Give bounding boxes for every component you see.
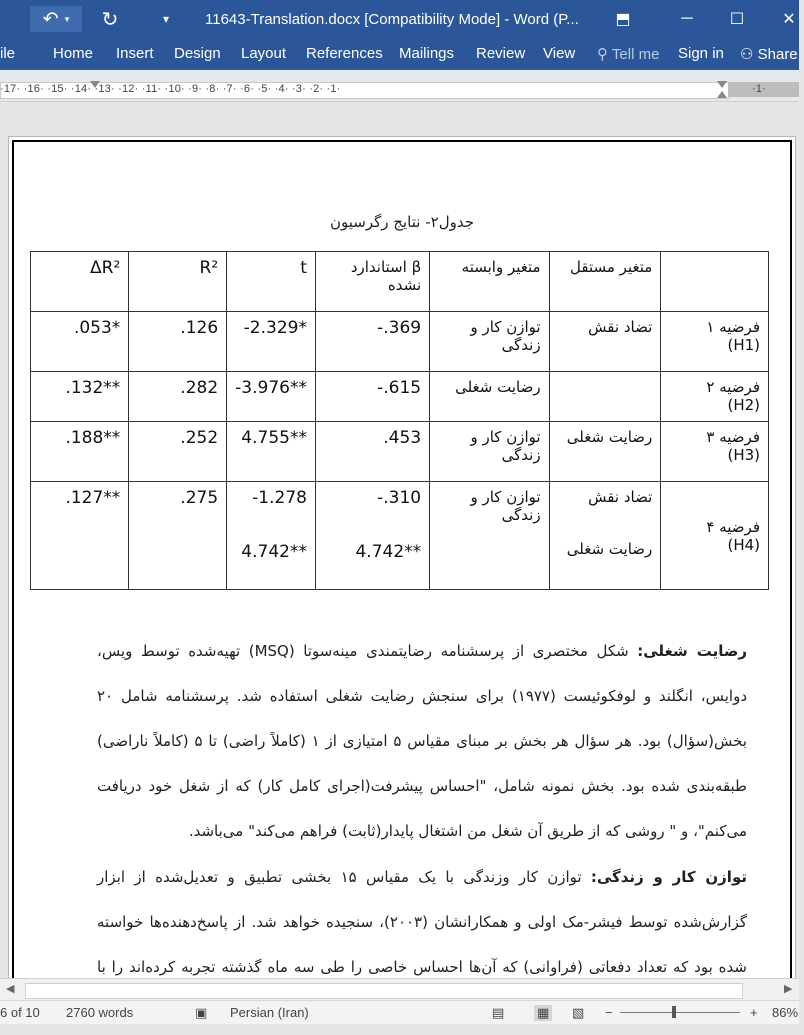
table-row [31, 372, 769, 422]
tell-me-label: Tell me [611, 46, 660, 63]
header-r2: R² [129, 252, 227, 312]
cell-t: 4.755** [227, 422, 316, 482]
ribbon-collapsed-area [0, 70, 799, 79]
cell-independent [549, 482, 661, 590]
cell-dependent: توازن کار و زندگی [430, 422, 549, 482]
cell-hypothesis: فرضیه ۲ (H2) [661, 372, 769, 422]
paragraph-heading: رضایت شغلی: [637, 642, 748, 660]
cell-independent-line1: تضاد نقش [588, 488, 653, 506]
header-t: t [227, 252, 316, 312]
page-count[interactable]: 6 of 10 [0, 1005, 40, 1020]
tab-insert[interactable]: Insert [116, 45, 154, 62]
regression-table [30, 251, 769, 590]
table-header-row [31, 252, 769, 312]
paragraph-text: شکل مختصری از پرسشنامه رضایتمندی مینه‌سوتا (MSQ) تهیه‌شده توسط ویس، دوایس، انگلند و لوفکوئیست (۱۹۷۷) برای سنجش رضایت شغلی استفاده شد. پرسشنامه شامل ۲۰ بخش(سؤال) بود. هر سؤال هر بخش بر مبنای مقیاس ۵ امتیازی از ۱ (کاملاً راضی) تا ۵ (کاملاً ناراضی) طبقه‌بندی شده بود. بخش نمونه شامل، "احساس پیشرفت(اجرای کامل کار) که از شغل خود دریافت می‌کنم"، و " روشی که از طریق آن شغل من اشتغال پایدار(ثابت) فراهم می‌کند" می‌باشد. [97, 642, 747, 840]
tell-me-box[interactable] [597, 45, 659, 63]
tab-home[interactable]: Home [53, 45, 94, 62]
ruler-numbers: ·17· ·16· ·15· ·14· ·13· ·12· ·11· ·10· ·9· ·8· ·7· ·6· ·5· ·4· ·3· ·2· ·1· [0, 83, 341, 95]
language-indicator[interactable]: Persian (Iran) [230, 1005, 309, 1020]
maximize-icon[interactable]: ☐ [729, 11, 745, 28]
cell-dr2: .132** [31, 372, 129, 422]
cell-r2: .275 [129, 482, 227, 590]
read-mode-icon[interactable]: ▤ [492, 1005, 505, 1020]
customize-quick-access-icon[interactable]: ▾ [162, 12, 170, 26]
ribbon-tabs [0, 38, 799, 70]
cell-beta-line2: 4.742** [355, 542, 422, 562]
left-indent-marker[interactable] [90, 81, 100, 88]
share-person-icon: ⚇ [740, 46, 754, 63]
scrollbar-thumb[interactable] [25, 983, 743, 999]
header-independent: متغیر مستقل [549, 252, 661, 312]
scroll-left-icon[interactable]: ◀ [6, 983, 15, 995]
redo-icon[interactable]: ↻ [101, 8, 119, 31]
table-row [31, 422, 769, 482]
cell-independent: رضایت شغلی [549, 422, 661, 482]
document-workspace[interactable] [0, 102, 799, 978]
lightbulb-icon: ⚲ [597, 46, 608, 63]
paragraph-job-satisfaction [97, 629, 747, 854]
header-beta: β استاندارد نشده [315, 252, 429, 312]
share-label: Share [757, 46, 798, 63]
horizontal-scrollbar[interactable] [0, 978, 799, 1001]
paragraph-text: توازن کار وزندگی با یک مقیاس ۱۵ بخشی تطبیق و تعدیل‌شده از ابزار گزارش‌شده توسط فیشر-مک اولی و همکارانشان (۲۰۰۳)، سنجیده خواهد شد. از پاسخ‌دهنده‌ها خواسته شده بود که تعداد دفعاتی (فراوانی) که آن‌ها احساس خاصی را طی سه ماه گذشته تجربه کرده‌اند را با [97, 868, 747, 976]
cell-dependent: رضایت شغلی [430, 372, 549, 422]
cell-independent: تضاد نقش [549, 312, 661, 372]
cell-beta-line1: -.310 [377, 488, 422, 508]
cell-beta: -.615 [315, 372, 429, 422]
tab-view[interactable]: View [543, 45, 576, 62]
cell-t [227, 482, 316, 590]
minimize-icon[interactable]: ─ [681, 10, 693, 27]
header-hypothesis [661, 252, 769, 312]
cell-t: -3.976** [227, 372, 316, 422]
title-bar [0, 0, 799, 38]
table-caption: جدول۲- نتایج رگرسیون [330, 213, 474, 231]
header-delta-r2: ΔR² [31, 252, 129, 312]
cell-t: -2.329* [227, 312, 316, 372]
tab-references[interactable]: References [306, 45, 383, 62]
cell-dr2: .188** [31, 422, 129, 482]
right-indent-marker-bottom[interactable] [717, 91, 727, 98]
table-row [31, 482, 769, 590]
cell-hypothesis: فرضیه ۳ (H3) [661, 422, 769, 482]
tab-review[interactable]: Review [476, 45, 526, 62]
scroll-right-icon[interactable]: ▶ [784, 983, 793, 995]
print-layout-icon[interactable]: ▦ [534, 1005, 552, 1021]
ribbon-display-options-icon[interactable]: ⬒ [615, 11, 631, 28]
word-count[interactable]: 2760 words [66, 1005, 134, 1020]
cell-beta: .453 [315, 422, 429, 482]
document-page[interactable] [8, 136, 796, 998]
zoom-in-button[interactable]: + [750, 1005, 758, 1020]
tab-layout[interactable]: Layout [241, 45, 287, 62]
web-layout-icon[interactable]: ▧ [572, 1005, 585, 1020]
ruler-number-right: ·1· [752, 83, 767, 95]
cell-t-line1: -1.278 [252, 488, 307, 508]
cell-hypothesis: فرضیه ۱ (H1) [661, 312, 769, 372]
zoom-out-button[interactable]: − [605, 1005, 613, 1020]
cell-dr2: .127** [31, 482, 129, 590]
cell-independent [549, 372, 661, 422]
cell-r2: .252 [129, 422, 227, 482]
table-row [31, 312, 769, 372]
undo-button[interactable]: ↶ ▾ [30, 6, 82, 32]
cell-r2: .282 [129, 372, 227, 422]
header-dependent: متغیر وابسته [430, 252, 549, 312]
right-indent-marker-top[interactable] [717, 81, 727, 88]
tab-file[interactable]: ile [0, 45, 16, 62]
cell-independent-line2: رضایت شغلی [566, 540, 653, 558]
cell-t-line2: 4.742** [241, 542, 307, 562]
proofing-icon[interactable]: ▣ [195, 1005, 208, 1020]
cell-beta [315, 482, 429, 590]
cell-beta: -.369 [315, 312, 429, 372]
cell-dependent: توازن کار و زندگی [430, 312, 549, 372]
cell-hypothesis: فرضیه ۴ (H4) [661, 482, 769, 590]
status-bar [0, 1000, 799, 1024]
close-icon[interactable]: ✕ [782, 11, 796, 28]
cell-dependent: توازن کار و زندگی [430, 482, 549, 590]
horizontal-ruler[interactable] [0, 79, 799, 102]
tab-mailings[interactable]: Mailings [399, 45, 455, 62]
zoom-slider[interactable] [620, 1012, 740, 1013]
document-title: 11643-Translation.docx [Compatibility Mode] - Word (P... [205, 11, 579, 28]
tab-design[interactable]: Design [174, 45, 221, 62]
cell-dr2: .053* [31, 312, 129, 372]
share-button[interactable] [740, 45, 798, 63]
paragraph-heading: توازن کار و زندگی: [590, 868, 747, 886]
zoom-slider-thumb[interactable] [672, 1006, 676, 1018]
zoom-level[interactable]: 86% [772, 1005, 799, 1020]
cell-r2: .126 [129, 312, 227, 372]
sign-in-link[interactable]: Sign in [678, 45, 724, 62]
undo-icon: ↶ [42, 8, 59, 30]
